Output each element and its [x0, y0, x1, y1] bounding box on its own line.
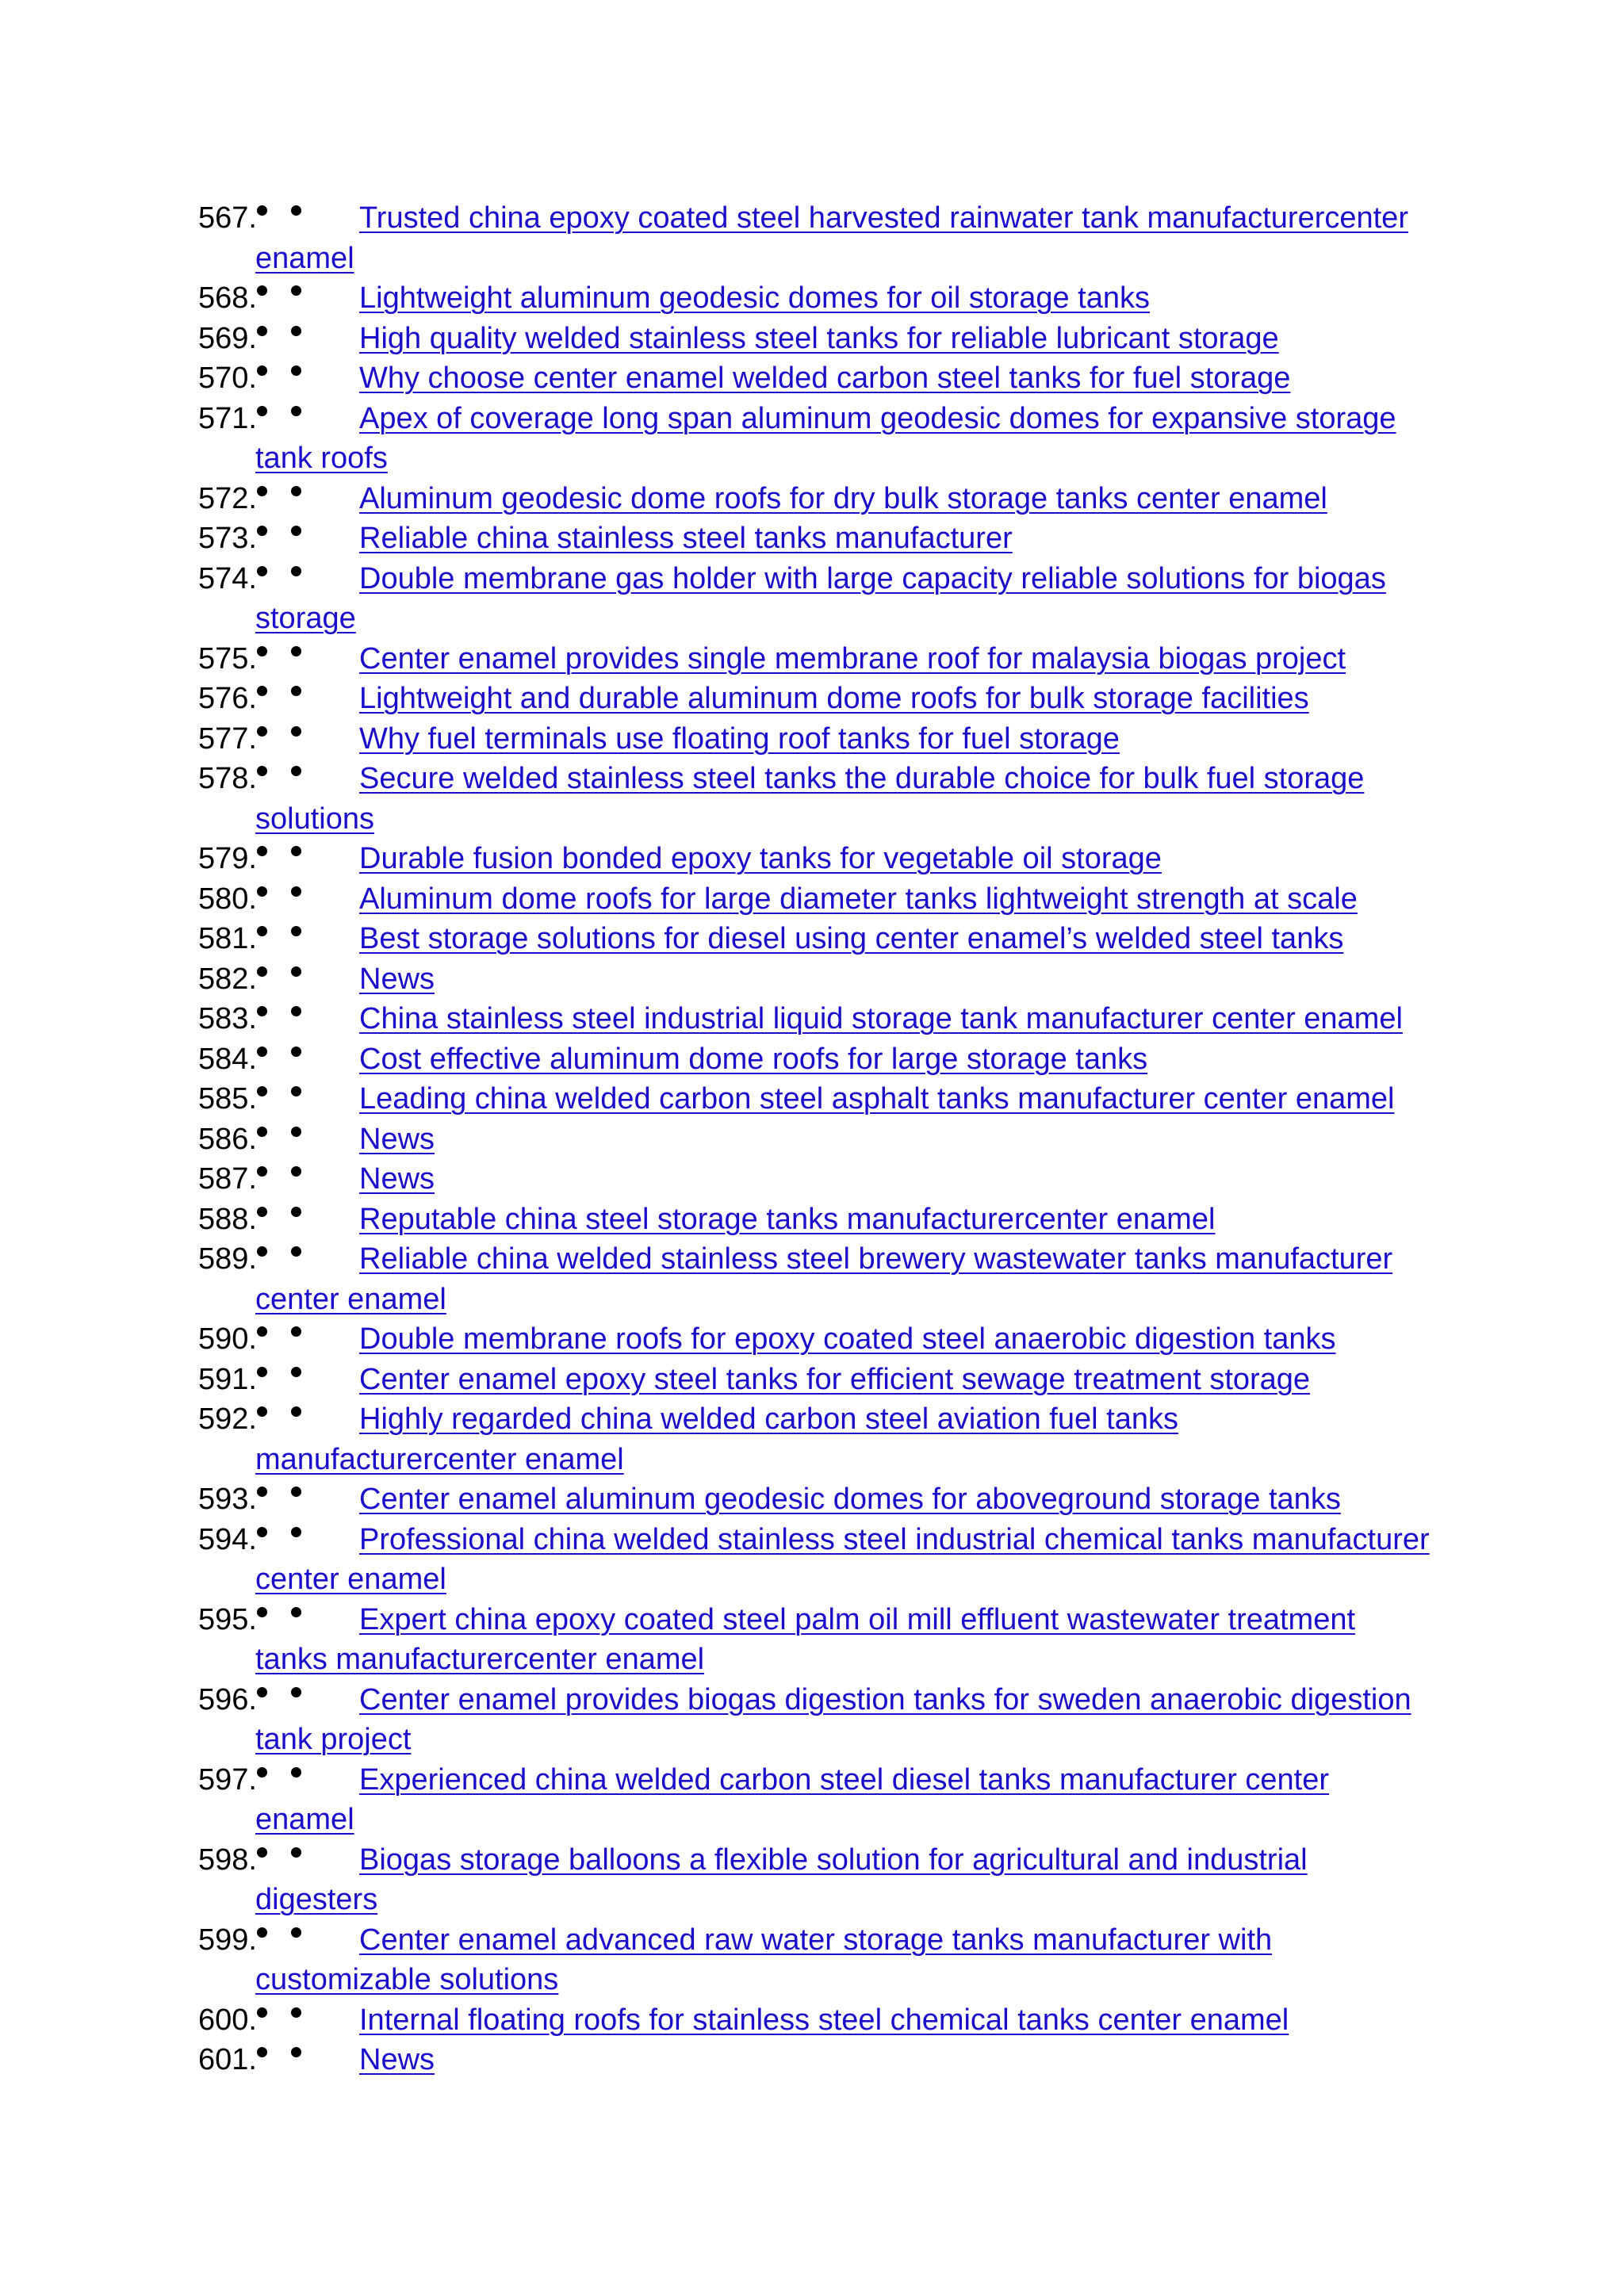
- article-link[interactable]: Cost effective aluminum dome roofs for large storage tanks: [359, 1042, 1148, 1076]
- list-item-number: 588.: [198, 1202, 257, 1236]
- article-link[interactable]: Highly regarded china welded carbon steel aviation fuel tanks manufacturercenter enamel: [255, 1402, 1178, 1476]
- list-item-number: 587.: [198, 1162, 257, 1196]
- list-item: [198, 719, 1435, 760]
- list-item-number: 568.: [198, 281, 257, 315]
- list-item: [198, 1200, 1435, 1240]
- list-item-number: 597.: [198, 1762, 257, 1797]
- article-link[interactable]: Center enamel epoxy steel tanks for efficient sewage treatment storage: [359, 1362, 1311, 1396]
- list-item: [198, 919, 1435, 959]
- bullet-icon: [291, 926, 301, 936]
- list-item: [198, 1360, 1435, 1400]
- bullet-icon: [257, 526, 267, 536]
- list-item: [198, 1680, 1435, 1760]
- list-item-number: 575.: [198, 641, 257, 675]
- bullet-icon: [257, 1927, 267, 1938]
- list-item: [198, 399, 1435, 479]
- numbered-link-list: [198, 198, 1435, 2080]
- bullet-icon: [257, 1607, 267, 1617]
- bullet-icon: [257, 646, 267, 656]
- list-item: [198, 1079, 1435, 1119]
- bullet-icon: [257, 1207, 267, 1217]
- bullet-icon: [257, 1367, 267, 1377]
- bullet-icon: [257, 1326, 267, 1337]
- bullet-icon: [257, 846, 267, 856]
- article-link[interactable]: Reliable china welded stainless steel brewery wastewater tanks manufacturer center enamel: [255, 1242, 1393, 1316]
- list-item-number: 571.: [198, 401, 257, 435]
- bullet-icon: [257, 766, 267, 776]
- list-item: [198, 559, 1435, 639]
- bullet-icon: [257, 2007, 267, 2018]
- bullet-icon: [257, 1406, 267, 1417]
- list-item: [198, 1479, 1435, 1520]
- bullet-icon: [291, 326, 301, 336]
- bullet-icon: [291, 646, 301, 656]
- list-item-number: 591.: [198, 1362, 257, 1396]
- article-link[interactable]: Expert china epoxy coated steel palm oil mill effluent wastewater treatment tanks manufacturercenter enamel: [255, 1602, 1356, 1676]
- list-item: [198, 1319, 1435, 1360]
- list-item-number: 579.: [198, 842, 257, 875]
- list-item: [198, 2000, 1435, 2041]
- list-item-number: 599.: [198, 1923, 257, 1957]
- bullet-icon: [257, 1127, 267, 1137]
- list-item-number: 573.: [198, 522, 257, 555]
- list-item-number: 594.: [198, 1522, 257, 1556]
- bullet-icon: [291, 566, 301, 576]
- list-item-number: 577.: [198, 721, 257, 756]
- list-item-number: 592.: [198, 1402, 257, 1436]
- list-item-number: 589.: [198, 1242, 257, 1276]
- list-item: [198, 1239, 1435, 1319]
- bullet-icon: [291, 1246, 301, 1257]
- article-link[interactable]: Aluminum geodesic dome roofs for dry bulk storage tanks center enamel: [359, 481, 1327, 515]
- bullet-icon: [257, 486, 267, 496]
- bullet-icon: [291, 365, 301, 376]
- list-item: [198, 1119, 1435, 1160]
- article-link[interactable]: Experienced china welded carbon steel diesel tanks manufacturer center enamel: [255, 1762, 1330, 1836]
- bullet-icon: [257, 1767, 267, 1777]
- list-item-number: 572.: [198, 481, 257, 515]
- list-item-number: 582.: [198, 962, 257, 996]
- article-link[interactable]: Durable fusion bonded epoxy tanks for vegetable oil storage: [359, 842, 1162, 875]
- bullet-icon: [291, 1527, 301, 1537]
- list-item-number: 593.: [198, 1483, 257, 1516]
- bullet-icon: [257, 326, 267, 336]
- article-link[interactable]: News: [359, 1122, 435, 1156]
- list-item-number: 598.: [198, 1843, 257, 1877]
- bullet-icon: [291, 1086, 301, 1096]
- bullet-icon: [291, 1487, 301, 1497]
- bullet-icon: [257, 926, 267, 936]
- bullet-icon: [291, 1367, 301, 1377]
- list-item: [198, 1840, 1435, 1920]
- bullet-icon: [291, 726, 301, 737]
- list-item: [198, 319, 1435, 359]
- list-item-number: 596.: [198, 1682, 257, 1716]
- bullet-icon: [257, 1047, 267, 1057]
- list-item-number: 574.: [198, 561, 257, 595]
- bullet-icon: [291, 2047, 301, 2057]
- list-item: [198, 1399, 1435, 1479]
- article-link[interactable]: Double membrane gas holder with large capacity reliable solutions for biogas storage: [255, 561, 1386, 635]
- list-item: [198, 1159, 1435, 1200]
- bullet-icon: [291, 406, 301, 416]
- article-link[interactable]: Reputable china steel storage tanks manufacturercenter enamel: [359, 1202, 1216, 1236]
- bullet-icon: [291, 1127, 301, 1137]
- list-item: [198, 278, 1435, 319]
- bullet-icon: [291, 1767, 301, 1777]
- bullet-icon: [257, 1527, 267, 1537]
- article-link[interactable]: News: [359, 962, 435, 996]
- bullet-icon: [291, 526, 301, 536]
- bullet-icon: [257, 1487, 267, 1497]
- article-link[interactable]: Center enamel advanced raw water storage tanks manufacturer with customizable solutions: [255, 1923, 1273, 1996]
- article-link[interactable]: Lightweight and durable aluminum dome roofs for bulk storage facilities: [359, 682, 1309, 715]
- bullet-icon: [291, 966, 301, 977]
- bullet-icon: [257, 686, 267, 696]
- list-item-number: 595.: [198, 1602, 257, 1636]
- list-item: [198, 198, 1435, 278]
- list-item: [198, 1039, 1435, 1080]
- article-link[interactable]: Trusted china epoxy coated steel harvested rainwater tank manufacturercenter enamel: [255, 201, 1408, 275]
- list-item-number: 601.: [198, 2043, 257, 2076]
- list-item: [198, 999, 1435, 1039]
- article-link[interactable]: Biogas storage balloons a flexible solution for agricultural and industrial digesters: [255, 1843, 1308, 1916]
- bullet-icon: [291, 1927, 301, 1938]
- list-item-number: 586.: [198, 1122, 257, 1156]
- bullet-icon: [291, 285, 301, 296]
- list-item-number: 576.: [198, 682, 257, 715]
- list-item: [198, 959, 1435, 1000]
- bullet-icon: [257, 566, 267, 576]
- list-item-number: 567.: [198, 201, 257, 235]
- list-item-number: 585.: [198, 1082, 257, 1115]
- bullet-icon: [257, 1687, 267, 1697]
- bullet-icon: [291, 1406, 301, 1417]
- bullet-icon: [291, 1166, 301, 1177]
- article-link[interactable]: Center enamel aluminum geodesic domes for aboveground storage tanks: [359, 1483, 1341, 1516]
- list-item-number: 580.: [198, 882, 257, 916]
- bullet-icon: [257, 1246, 267, 1257]
- article-link[interactable]: Lightweight aluminum geodesic domes for oil storage tanks: [359, 281, 1150, 315]
- bullet-icon: [291, 886, 301, 897]
- bullet-icon: [291, 1607, 301, 1617]
- bullet-icon: [257, 285, 267, 296]
- article-link[interactable]: Best storage solutions for diesel using center enamel’s welded steel tanks: [359, 922, 1344, 955]
- bullet-icon: [291, 1847, 301, 1858]
- bullet-icon: [257, 406, 267, 416]
- article-link[interactable]: Double membrane roofs for epoxy coated steel anaerobic digestion tanks: [359, 1322, 1336, 1356]
- bullet-icon: [257, 1086, 267, 1096]
- bullet-icon: [257, 2047, 267, 2057]
- list-item-number: 583.: [198, 1002, 257, 1035]
- bullet-icon: [257, 1847, 267, 1858]
- article-link[interactable]: Aluminum dome roofs for large diameter tanks lightweight strength at scale: [359, 882, 1358, 916]
- list-item: [198, 879, 1435, 920]
- article-link[interactable]: Apex of coverage long span aluminum geodesic domes for expansive storage tank roofs: [255, 401, 1396, 475]
- bullet-icon: [257, 726, 267, 737]
- bullet-icon: [291, 1326, 301, 1337]
- article-link[interactable]: Why choose center enamel welded carbon steel tanks for fuel storage: [359, 362, 1291, 395]
- article-link[interactable]: China stainless steel industrial liquid storage tank manufacturer center enamel: [359, 1002, 1403, 1035]
- list-item: [198, 1920, 1435, 2000]
- bullet-icon: [291, 686, 301, 696]
- bullet-icon: [291, 1207, 301, 1217]
- list-item: [198, 479, 1435, 519]
- list-item: [198, 759, 1435, 839]
- list-item-number: 600.: [198, 2003, 257, 2037]
- bullet-icon: [291, 205, 301, 216]
- list-item-number: 581.: [198, 922, 257, 955]
- article-link[interactable]: Center enamel provides biogas digestion tanks for sweden anaerobic digestion tank project: [255, 1682, 1411, 1756]
- bullet-icon: [291, 1006, 301, 1016]
- article-link[interactable]: Professional china welded stainless steel industrial chemical tanks manufacturer center enamel: [255, 1522, 1430, 1596]
- list-item: [198, 1520, 1435, 1600]
- bullet-icon: [257, 966, 267, 977]
- list-item: [198, 1600, 1435, 1680]
- list-item: [198, 519, 1435, 559]
- list-item: [198, 839, 1435, 879]
- bullet-icon: [257, 365, 267, 376]
- article-link[interactable]: Leading china welded carbon steel asphalt tanks manufacturer center enamel: [359, 1082, 1395, 1115]
- list-item: [198, 1760, 1435, 1840]
- bullet-icon: [291, 846, 301, 856]
- bullet-icon: [291, 2007, 301, 2018]
- list-item-number: 584.: [198, 1042, 257, 1076]
- list-item-number: 569.: [198, 321, 257, 355]
- article-link[interactable]: Internal floating roofs for stainless steel chemical tanks center enamel: [359, 2003, 1289, 2037]
- article-link[interactable]: News: [359, 1162, 435, 1196]
- bullet-icon: [291, 486, 301, 496]
- list-item: [198, 679, 1435, 719]
- article-link[interactable]: News: [359, 2043, 435, 2076]
- bullet-icon: [291, 1687, 301, 1697]
- bullet-icon: [257, 205, 267, 216]
- list-item-number: 590.: [198, 1322, 257, 1356]
- article-link[interactable]: Reliable china stainless steel tanks manufacturer: [359, 522, 1013, 555]
- list-item-number: 578.: [198, 762, 257, 795]
- article-link[interactable]: Secure welded stainless steel tanks the durable choice for bulk fuel storage solutions: [255, 762, 1365, 836]
- list-item-number: 570.: [198, 362, 257, 395]
- article-link[interactable]: Why fuel terminals use floating roof tanks for fuel storage: [359, 721, 1120, 756]
- list-item: [198, 358, 1435, 399]
- list-item: [198, 2040, 1435, 2080]
- article-link[interactable]: Center enamel provides single membrane roof for malaysia biogas project: [359, 641, 1346, 675]
- article-link[interactable]: High quality welded stainless steel tanks for reliable lubricant storage: [359, 321, 1279, 355]
- bullet-icon: [257, 1166, 267, 1177]
- list-item: [198, 639, 1435, 679]
- bullet-icon: [291, 1047, 301, 1057]
- bullet-icon: [257, 1006, 267, 1016]
- bullet-icon: [257, 886, 267, 897]
- bullet-icon: [291, 766, 301, 776]
